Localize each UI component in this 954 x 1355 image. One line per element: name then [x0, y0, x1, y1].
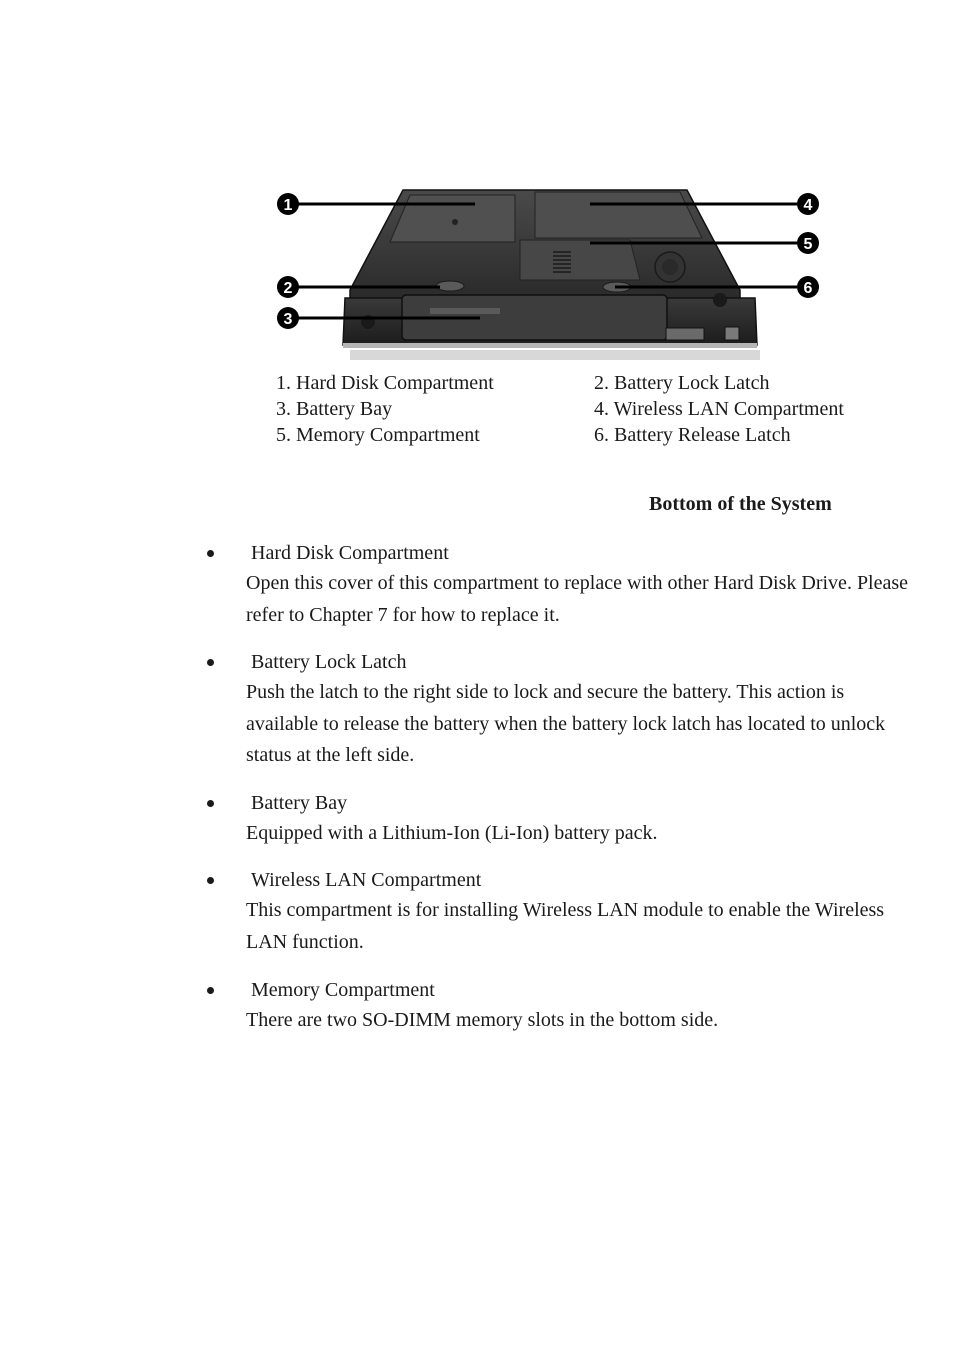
- bullet-icon: [207, 800, 214, 807]
- bullet-icon: [207, 659, 214, 666]
- callout-3-marker: [277, 307, 299, 329]
- item-heading: Battery Lock Latch: [251, 651, 407, 673]
- item-description: Equipped with a Lithium-Ion (Li-Ion) battery pack.: [246, 822, 658, 844]
- callout-2-marker: [277, 276, 299, 298]
- callout-3-number: 3: [283, 311, 293, 328]
- item-heading: Hard Disk Compartment: [251, 542, 449, 564]
- bullet-icon: [207, 987, 214, 994]
- item-heading: Wireless LAN Compartment: [251, 869, 482, 891]
- callout-5-number: 5: [803, 236, 813, 253]
- laptop-photo: [343, 190, 760, 360]
- callout-2-number: 2: [283, 280, 293, 297]
- figure-caption: Bottom of the System: [649, 493, 832, 515]
- callout-6-number: 6: [803, 280, 813, 297]
- item-description: There are two SO-DIMM memory slots in the bottom side.: [246, 1009, 719, 1031]
- item-heading: Battery Bay: [251, 792, 348, 814]
- legend-item-6: 6. Battery Release Latch: [594, 424, 791, 446]
- callout-4-marker: [797, 193, 819, 215]
- item-heading: Memory Compartment: [251, 979, 435, 1001]
- callout-4-number: 4: [803, 197, 813, 214]
- legend-item-4: 4. Wireless LAN Compartment: [594, 398, 844, 420]
- legend-item-2: 2. Battery Lock Latch: [594, 372, 770, 394]
- callout-6-marker: [797, 276, 819, 298]
- callout-1-marker: [277, 193, 299, 215]
- callout-1-number: 1: [283, 197, 293, 214]
- legend-item-3: 3. Battery Bay: [276, 398, 393, 420]
- legend-item-5: 5. Memory Compartment: [276, 424, 480, 446]
- legend-item-1: 1. Hard Disk Compartment: [276, 372, 494, 394]
- item-description: Open this cover of this compartment to replace with other Hard Disk Drive. Please refer to Chapter 7 for how to replace it.: [246, 572, 909, 626]
- item-description: This compartment is for installing Wireless LAN module to enable the Wireless LAN function.: [246, 899, 885, 953]
- bullet-icon: [207, 877, 214, 884]
- bullet-icon: [207, 550, 214, 557]
- laptop-bottom-figure: [270, 180, 830, 365]
- item-description: Push the latch to the right side to lock and secure the battery. This action is available to release the battery when the battery lock latch has located to unlock status at the left side.: [246, 681, 886, 766]
- callout-5-marker: [797, 232, 819, 254]
